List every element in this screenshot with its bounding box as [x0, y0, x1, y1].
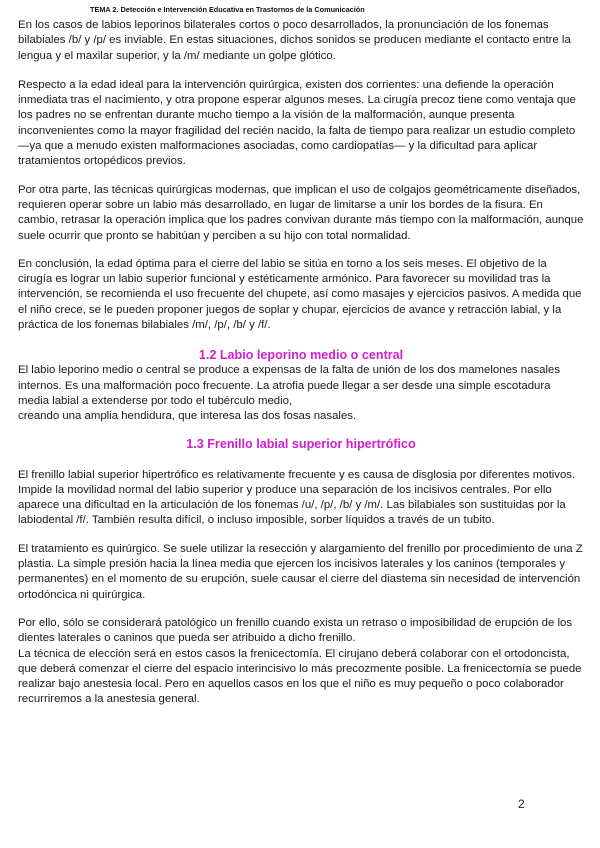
paragraph-frenectomy: La técnica de elección será en estos casos la frenicectomía. El cirujano deberá colaborar con el ortodoncista, que deberá comenzar el cierre del espacio interincisivo lo más precozmente posible. La frenicectomía se puede realizar bajo anestesia local. Pero en aquellos casos en los que el niño es muy pequeño o poco colaborador recurriremos a la anestesia general. [18, 647, 582, 706]
section-heading-1-3: 1.3 Frenillo labial superior hipertrófico [186, 436, 416, 451]
paragraph-surgery-age: Respecto a la edad ideal para la intervención quirúrgica, existen dos corrientes: una defiende la operación inmediata tras el nacimiento, y otra propone esperar algunos meses. La cirugía precoz tiene como ventaja que los padres no se enfrentan durante mucho tiempo a la visión de la malformación, aunque presenta inconvenientes como la mayor fragilidad del recién nacido, la falta de tiempo para realizar un estudio completo —ya que a menudo existen malformaciones asociadas, como cardiopatías— y la dificultad para aplicar tratamientos ortopédicos previos. [18, 78, 576, 168]
paragraph-treatment: El tratamiento es quirúrgico. Se suele utilizar la resección y alargamiento del frenillo por procedimiento de una Z plastia. La simple presión hacia la línea media que ejercen los incisivos laterales y los caninos (temporales y permanentes) en el momento de su erupción, suele causar el cierre del diastema sin necesidad de intervención ortodóncica ni quirúrgica. [18, 542, 583, 601]
section-heading-1-2: 1.2 Labio leporino medio o central [198, 348, 404, 363]
page-number: 2 [518, 797, 525, 811]
spacer [18, 333, 584, 347]
paragraph-central-cleft-cont: creando una amplia hendidura, que interesa las dos fosas nasales. [18, 410, 357, 423]
paragraph-bilateral-cleft: En los casos de labios leporinos bilaterales cortos o poco desarrollados, la pronunciación de los fonemas bilabiales /b/ y /p/ es inviable. En estas situaciones, dichos sonidos se producen mediante el contacto entre la lengua y el maxilar superior, y la /m/ mediante un golpe glótico. [18, 19, 571, 62]
paragraph-modern-techniques: Por otra parte, las técnicas quirúrgicas modernas, que implican el uso de colgajos geométricamente diseñados, requieren operar sobre un labio más desarrollado, en lugar de limitarse a unir los bordes de la fisura. En cambio, retrasar la operación implica que los padres convivan durante más tiempo con la malformación, aunque suele ocurrir que pronto se habitúan y perciben a su hijo con total normalidad. [18, 183, 584, 242]
paragraph-conclusion: En conclusión, la edad óptima para el cierre del labio se sitúa en torno a los seis meses. El objetivo de la cirugía es lograr un labio superior funcional y estéticamente armónico. Para favorecer su movilidad tras la intervención, se recomienda el uso frecuente del chupete, así como masajes y ejercicios pasivos. A medida que el niño crece, se le pueden proponer juegos de soplar y chupar, ejercicios de avance y retracción labial, y la práctica de los fonemas bilabiales /m/, /p/, /b/ y /f/. [18, 257, 582, 332]
paragraph-central-cleft: El labio leporino medio o central se produce a expensas de la falta de unión de los dos mamelones nasales internos. Es una malformación poco frecuente. La atrofia puede llegar a ser desde una simple escotadura media labial a extenderse por todo el tubérculo medio, [18, 364, 561, 407]
spacer [18, 64, 584, 78]
paragraph-frenulum: El frenillo labial superior hipertrófico es relativamente frecuente y es causa de disglosia por diferentes motivos. Impide la movilidad normal del labio superior y produce una separación de los incisivos centrales. Por ello aparece una dificultad en la articulación de los fonemas /u/, /p/, /b/ y /m/. Las bilabiales son sustituidas por la labiodental /f/. También resulta difícil, o incluso imposible, sorber líquidos a través de un tubito. [18, 468, 576, 527]
running-header: TEMA 2. Detección e Intervención Educativa en Trastornos de la Comunicación [90, 5, 365, 14]
document-body [18, 18, 584, 708]
spacer [18, 603, 584, 616]
paragraph-pathological: Por ello, sólo se considerará patológico un frenillo cuando exista un retraso o imposibilidad de erupción de los dientes laterales o caninos que pueda ser atribuido a dicho frenillo. [18, 616, 573, 645]
spacer [18, 452, 584, 468]
spacer [18, 529, 584, 542]
spacer [18, 425, 584, 436]
spacer [18, 244, 584, 257]
spacer [18, 170, 584, 183]
